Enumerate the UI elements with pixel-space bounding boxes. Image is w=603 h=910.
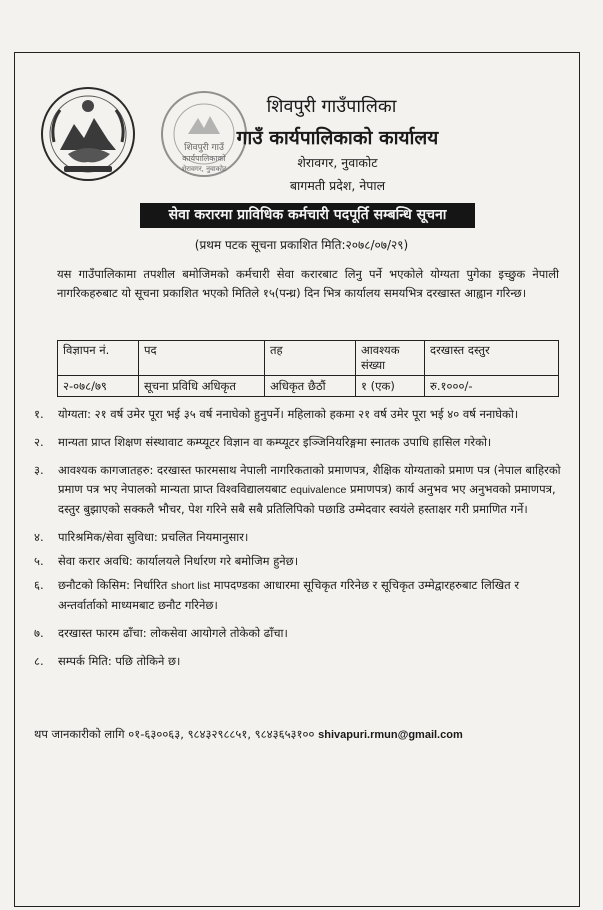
list-item-text: छनौटको किसिम: निर्धारित (58, 578, 168, 592)
header-cell-post: पद (139, 341, 265, 376)
list-item-text: प्रमाणपत्र) कार्य अनुभव भए अनुभवको प्रमाणपत्र, दस्तुर बुझाएको सक्कलै भौचर, पेश गरिने सबै सबै प्रतिलिपिको पछाडि उम्मेदवार स्वयंले हस्ताक्षर गरी प्रमाणित गर्ने। (58, 482, 556, 516)
list-item-text: दरखास्त फारम ढाँचा: लोकसेवा आयोगले तोकेको ढाँचा। (58, 626, 288, 640)
list-item (34, 624, 562, 643)
table-row (58, 376, 559, 397)
list-item-text: पारिश्रमिक/सेवा सुविधा: प्रचलित नियमानुसार। (58, 530, 249, 544)
notice-title: सेवा करारमा प्राविधिक कर्मचारी पदपूर्ति सम्बन्धि सूचना (140, 203, 475, 228)
list-item-number: ३. (34, 463, 44, 477)
list-item-number: ५. (34, 554, 44, 568)
list-item (34, 552, 562, 571)
municipality-name: शिवपुरी गाउँपालिका (266, 96, 397, 117)
list-item-text: सेवा करार अवधि: कार्यालयले निर्धारण गरे बमोजिम हुनेछ। (58, 554, 299, 568)
publish-date-line: (प्रथम पटक सूचना प्रकाशित मिति:२०७८/०७/२९) (194, 238, 409, 252)
contact-phones: थप जानकारीको लागि ०१-६३००६३, ९८४३२९८८५१, ९८४३६५३१०० (34, 727, 315, 741)
header-cell-fee: दरखास्त दस्तुर (425, 341, 559, 376)
list-item-number: १. (34, 407, 44, 421)
list-item (34, 461, 562, 519)
list-item-latin-term: equivalence (290, 484, 347, 496)
list-item (34, 528, 562, 547)
svg-text:शेरावगर, नुवाकोट: शेरावगर, नुवाकोट (181, 165, 227, 173)
conditions-list (34, 405, 562, 680)
office-name: गाउँ कार्यपालिकाको कार्यालय (236, 127, 439, 149)
list-item (34, 433, 562, 452)
header-cell-ad-no: विज्ञापन नं. (58, 341, 139, 376)
list-item-text: आवश्यक कागजातहरु: दरखास्त फारमसाथ नेपाली नागरिकताको प्रमाणपत्र, शैक्षिक योग्यताको प्रमाण पत्र (नेपाल बाहिरको प्रमाण पत्र भए नेपालको मान्यता प्राप्त विश्वविद्यालयबाट (58, 463, 561, 496)
list-item-text: मापदण्डका आधारमा सूचिकृत गरिनेछ र सूचिकृत उम्मेद्वारहरुबाट लिखित र अन्तर्वार्ताको माध्यमबाट छनौट गरिनेछ। (58, 578, 520, 612)
cell-fee: रु.१०००/- (425, 376, 559, 397)
list-item-text: योग्यता: २१ वर्ष उमेर पूरा भई ३५ वर्ष ननाघेको हुनुपर्ने। महिलाको हकमा २१ वर्ष उमेर पूरा भई ४० वर्ष ननाघेको। (58, 407, 519, 421)
contact-email-link[interactable]: shivapuri.rmun@gmail.com (318, 729, 463, 741)
vacancy-table (57, 340, 559, 397)
svg-text:शिवपुरी गाउँ: शिवपुरी गाउँ (184, 143, 224, 153)
intro-paragraph: यस गाउँपालिकामा तपशील बमोजिमको कर्मचारी सेवा करारबाट लिनु पर्ने भएकोले योग्यता पुगेका इच्छुक नेपाली नागरिकहरुबाट यो सूचना प्रकाशित भएको मितिले १५(पन्ध्र) दिन भित्र कार्यालय समयभित्र दरखास्त आह्वान गरिन्छ। (57, 267, 559, 300)
cell-level: अधिकृत छैठौं (265, 376, 356, 397)
list-item-number: ६. (34, 578, 44, 592)
list-item-latin-term: short list (170, 580, 211, 592)
list-item-number: ४. (34, 530, 44, 544)
office-address: शेरावगर, नुवाकोट (297, 155, 378, 170)
header-cell-level: तह (265, 341, 356, 376)
list-item (34, 405, 562, 424)
list-item-number: ७. (34, 626, 44, 640)
province-country: बागमती प्रदेश, नेपाल (289, 178, 386, 193)
svg-text:कार्यपालिकाको: कार्यपालिकाको (182, 154, 226, 163)
list-item-text: सम्पर्क मिति: पछि तोकिने छ। (58, 654, 181, 668)
contact-line (34, 727, 564, 742)
table-header-row (58, 341, 559, 376)
list-item (34, 652, 562, 671)
cell-required-count: १ (एक) (356, 376, 425, 397)
cell-post: सूचना प्रविधि अधिकृत (139, 376, 265, 397)
list-item-text: मान्यता प्राप्त शिक्षण संस्थावाट कम्प्यूटर विज्ञान वा कम्प्यूटर इञ्जिनियरिङ्गमा स्नातक उपाधि हासिल गरेको। (58, 435, 492, 449)
list-item (34, 576, 562, 615)
cell-ad-no: २-०७८/७९ (58, 376, 139, 397)
header-cell-required-count: आवश्यक संख्या (356, 341, 425, 376)
list-item-number: ८. (34, 654, 44, 668)
list-item-number: २. (34, 435, 44, 449)
